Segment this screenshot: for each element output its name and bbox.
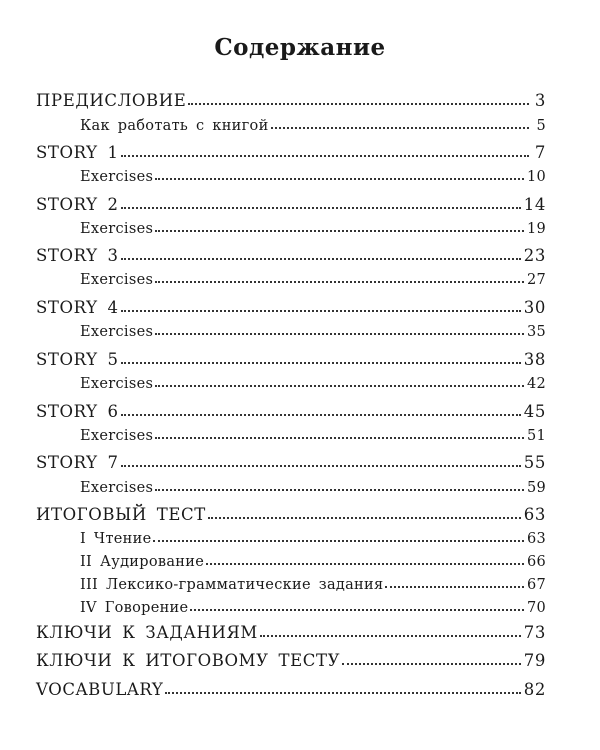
leader-dots: [121, 310, 521, 312]
toc-entry-page: 42: [526, 376, 546, 392]
toc-entry-label: STORY 6: [36, 402, 119, 421]
toc-entry-page: 38: [523, 350, 546, 369]
toc-entry-label: Exercises: [80, 169, 154, 185]
toc-entry-page: 19: [526, 221, 546, 237]
toc-entry-page: 79: [523, 651, 546, 670]
toc-entry[interactable]: [36, 243, 546, 265]
toc-entry-label: STORY 3: [36, 246, 119, 265]
toc-entry-page: 7: [534, 143, 546, 162]
toc-entry-label: IV Говорение: [80, 600, 189, 616]
toc-entry-page: 59: [526, 480, 546, 496]
toc-entry-page: 55: [523, 453, 546, 472]
leader-dots: [155, 178, 524, 180]
toc-subentry[interactable]: [36, 594, 546, 616]
toc-entry[interactable]: [36, 140, 546, 162]
toc-entry[interactable]: [36, 295, 546, 317]
toc-subentry[interactable]: [36, 318, 546, 340]
toc-entry-page: 10: [526, 169, 546, 185]
leader-dots: [121, 258, 521, 260]
leader-dots: [342, 663, 521, 665]
leader-dots: [121, 362, 521, 364]
toc-entry[interactable]: [36, 502, 546, 524]
toc-entry-label: III Лексико-грамматические задания: [80, 577, 384, 593]
toc-entry-page: 63: [526, 531, 546, 547]
toc-entry[interactable]: [36, 347, 546, 369]
leader-dots: [155, 333, 524, 335]
toc-entry[interactable]: [36, 677, 546, 699]
leader-dots: [121, 207, 521, 209]
toc-entry[interactable]: [36, 192, 546, 214]
page-title: Содержание: [214, 34, 386, 61]
toc-entry-label: VOCABULARY: [36, 680, 164, 699]
leader-dots: [155, 281, 524, 283]
toc-entry-page: 35: [526, 324, 546, 340]
toc-entry-page: 67: [526, 577, 546, 593]
toc-subentry[interactable]: [36, 548, 546, 570]
toc-entry-label: STORY 7: [36, 453, 119, 472]
leader-dots: [165, 692, 520, 694]
toc-entry-page: 14: [523, 195, 546, 214]
toc-entry-label: II Аудирование: [80, 554, 205, 570]
toc-entry-page: 45: [523, 402, 546, 421]
toc-subentry[interactable]: [36, 163, 546, 185]
toc-entry-page: 82: [523, 680, 546, 699]
leader-dots: [155, 489, 524, 491]
leader-dots: [271, 127, 529, 129]
toc-entry-page: 66: [526, 554, 546, 570]
toc-entry-label: КЛЮЧИ К ИТОГОВОМУ ТЕСТУ: [36, 651, 341, 670]
toc-entry[interactable]: [36, 620, 546, 642]
toc-subentry[interactable]: [36, 112, 546, 134]
toc-entry-label: STORY 2: [36, 195, 119, 214]
toc-entry-label: Exercises: [80, 221, 154, 237]
leader-dots: [155, 230, 524, 232]
toc-subentry[interactable]: [36, 474, 546, 496]
toc-entry-page: 5: [536, 118, 546, 134]
toc-entry-page: 51: [526, 428, 546, 444]
toc-subentry[interactable]: [36, 571, 546, 593]
toc-entry-page: 27: [526, 272, 546, 288]
toc-entry-label: ПРЕДИСЛОВИЕ: [36, 91, 187, 110]
toc-subentry[interactable]: [36, 525, 546, 547]
toc-entry-page: 70: [526, 600, 546, 616]
toc-entry[interactable]: [36, 450, 546, 472]
toc-entry-label: Exercises: [80, 272, 154, 288]
leader-dots: [260, 635, 521, 637]
toc-subentry[interactable]: [36, 215, 546, 237]
leader-dots: [190, 609, 524, 611]
leader-dots: [208, 517, 521, 519]
leader-dots: [206, 563, 524, 565]
toc-entry-page: 73: [523, 623, 546, 642]
leader-dots: [121, 414, 521, 416]
toc-entry-label: Exercises: [80, 324, 154, 340]
toc-entry-page: 3: [534, 91, 546, 110]
leader-dots: [385, 586, 524, 588]
toc-entry-page: 23: [523, 246, 546, 265]
leader-dots: [188, 103, 529, 105]
toc-entry[interactable]: [36, 399, 546, 421]
toc-entry[interactable]: [36, 648, 546, 670]
toc-entry-label: STORY 5: [36, 350, 119, 369]
leader-dots: [121, 155, 529, 157]
toc-subentry[interactable]: [36, 422, 546, 444]
toc-subentry[interactable]: [36, 266, 546, 288]
leader-dots: [121, 465, 521, 467]
toc-entry-page: 63: [523, 505, 546, 524]
leader-dots: [153, 540, 523, 542]
toc-entry-label: Exercises: [80, 428, 154, 444]
toc-entry-label: I Чтение: [80, 531, 152, 547]
leader-dots: [155, 385, 524, 387]
toc-entry-label: КЛЮЧИ К ЗАДАНИЯМ: [36, 623, 258, 642]
toc-entry-label: STORY 1: [36, 143, 119, 162]
toc-entry-page: 30: [523, 298, 546, 317]
toc-entry-label: Exercises: [80, 376, 154, 392]
toc-entry-label: Exercises: [80, 480, 154, 496]
toc-entry[interactable]: [36, 88, 546, 110]
toc-subentry[interactable]: [36, 370, 546, 392]
toc-entry-label: STORY 4: [36, 298, 119, 317]
leader-dots: [155, 437, 524, 439]
toc-entry-label: Как работать с книгой: [80, 118, 269, 134]
toc-entry-label: ИТОГОВЫЙ ТЕСТ: [36, 505, 206, 524]
